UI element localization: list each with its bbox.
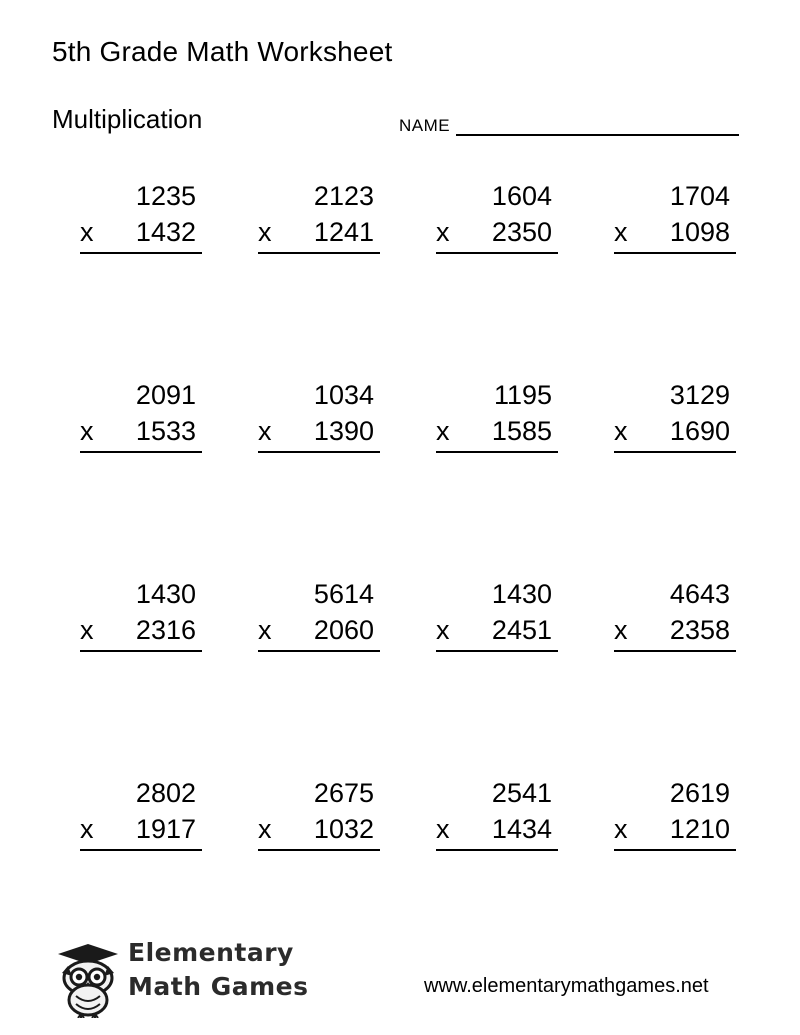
multiplier: 1917 bbox=[135, 814, 196, 844]
problem-grid bbox=[52, 178, 764, 974]
multiply-operator: x bbox=[436, 615, 450, 645]
multiplier: 1432 bbox=[135, 217, 196, 247]
problem-item bbox=[230, 178, 408, 377]
multiplier-row bbox=[80, 612, 202, 652]
site-url[interactable]: www.elementarymathgames.net bbox=[424, 975, 709, 997]
multiplier: 2358 bbox=[669, 615, 730, 645]
multiply-operator: x bbox=[258, 814, 272, 844]
multiply-operator: x bbox=[258, 615, 272, 645]
multiplicand: 5614 bbox=[313, 579, 374, 609]
multiplier-row bbox=[258, 612, 380, 652]
multiply-operator: x bbox=[614, 217, 628, 247]
multiplier: 2316 bbox=[135, 615, 196, 645]
multiply-operator: x bbox=[614, 615, 628, 645]
multiplicand: 2675 bbox=[313, 778, 374, 808]
problem-item bbox=[586, 178, 764, 377]
multiply-operator: x bbox=[436, 217, 450, 247]
multiplier-row bbox=[80, 214, 202, 254]
problem-item bbox=[230, 576, 408, 775]
multiplicand: 2541 bbox=[491, 778, 552, 808]
multiply-operator: x bbox=[436, 416, 450, 446]
problem-item bbox=[586, 576, 764, 775]
multiply-operator: x bbox=[258, 217, 272, 247]
multiply-operator: x bbox=[80, 814, 94, 844]
multiply-operator: x bbox=[80, 615, 94, 645]
multiplier: 1098 bbox=[669, 217, 730, 247]
logo-line-1: Elementary bbox=[128, 938, 294, 967]
multiplicand: 4643 bbox=[669, 579, 730, 609]
page-title: 5th Grade Math Worksheet bbox=[52, 36, 393, 67]
multiply-operator: x bbox=[436, 814, 450, 844]
multiplicand: 2091 bbox=[135, 380, 196, 410]
problem-item bbox=[586, 775, 764, 974]
multiplier: 1434 bbox=[491, 814, 552, 844]
multiplier: 2350 bbox=[491, 217, 552, 247]
owl-logo-icon bbox=[50, 934, 126, 1018]
multiplier: 2060 bbox=[313, 615, 374, 645]
multiplicand: 3129 bbox=[669, 380, 730, 410]
multiplier-row bbox=[614, 413, 736, 453]
multiplier-row bbox=[436, 811, 558, 851]
multiplier: 1690 bbox=[669, 416, 730, 446]
logo-line-2: Math Games bbox=[128, 972, 309, 1001]
multiplier-row bbox=[258, 811, 380, 851]
multiply-operator: x bbox=[614, 416, 628, 446]
multiplier: 1241 bbox=[313, 217, 374, 247]
problem-item bbox=[52, 576, 230, 775]
multiplicand: 1034 bbox=[313, 380, 374, 410]
problem-item bbox=[408, 178, 586, 377]
multiplicand: 1235 bbox=[135, 181, 196, 211]
multiply-operator: x bbox=[614, 814, 628, 844]
multiplicand: 1704 bbox=[669, 181, 730, 211]
problem-item bbox=[52, 377, 230, 576]
multiplier-row bbox=[436, 612, 558, 652]
worksheet-subject: Multiplication bbox=[52, 104, 203, 134]
multiplier: 1585 bbox=[491, 416, 552, 446]
multiplier: 1390 bbox=[313, 416, 374, 446]
multiplier-row bbox=[614, 811, 736, 851]
multiplier: 1533 bbox=[135, 416, 196, 446]
problem-item bbox=[586, 377, 764, 576]
multiplier-row bbox=[80, 811, 202, 851]
multiply-operator: x bbox=[80, 416, 94, 446]
multiply-operator: x bbox=[80, 217, 94, 247]
multiplier: 1210 bbox=[669, 814, 730, 844]
problem-item bbox=[408, 377, 586, 576]
multiplicand: 2802 bbox=[135, 778, 196, 808]
problem-item bbox=[408, 775, 586, 974]
name-input-line[interactable] bbox=[456, 114, 739, 136]
name-field-group bbox=[399, 114, 739, 136]
multiplicand: 1195 bbox=[493, 380, 552, 410]
multiplier-row bbox=[614, 612, 736, 652]
multiplicand: 1430 bbox=[491, 579, 552, 609]
problem-item bbox=[230, 377, 408, 576]
multiplier-row bbox=[258, 214, 380, 254]
multiplicand: 2619 bbox=[669, 778, 730, 808]
multiplier-row bbox=[614, 214, 736, 254]
multiply-operator: x bbox=[258, 416, 272, 446]
problem-item bbox=[408, 576, 586, 775]
multiplicand: 1604 bbox=[491, 181, 552, 211]
multiplicand: 2123 bbox=[313, 181, 374, 211]
multiplier: 2451 bbox=[491, 615, 552, 645]
site-logo[interactable] bbox=[44, 930, 334, 1022]
multiplier-row bbox=[258, 413, 380, 453]
multiplier: 1032 bbox=[313, 814, 374, 844]
multiplier-row bbox=[80, 413, 202, 453]
problem-item bbox=[52, 178, 230, 377]
multiplier-row bbox=[436, 413, 558, 453]
multiplier-row bbox=[436, 214, 558, 254]
name-label: NAME bbox=[399, 116, 451, 135]
multiplicand: 1430 bbox=[135, 579, 196, 609]
